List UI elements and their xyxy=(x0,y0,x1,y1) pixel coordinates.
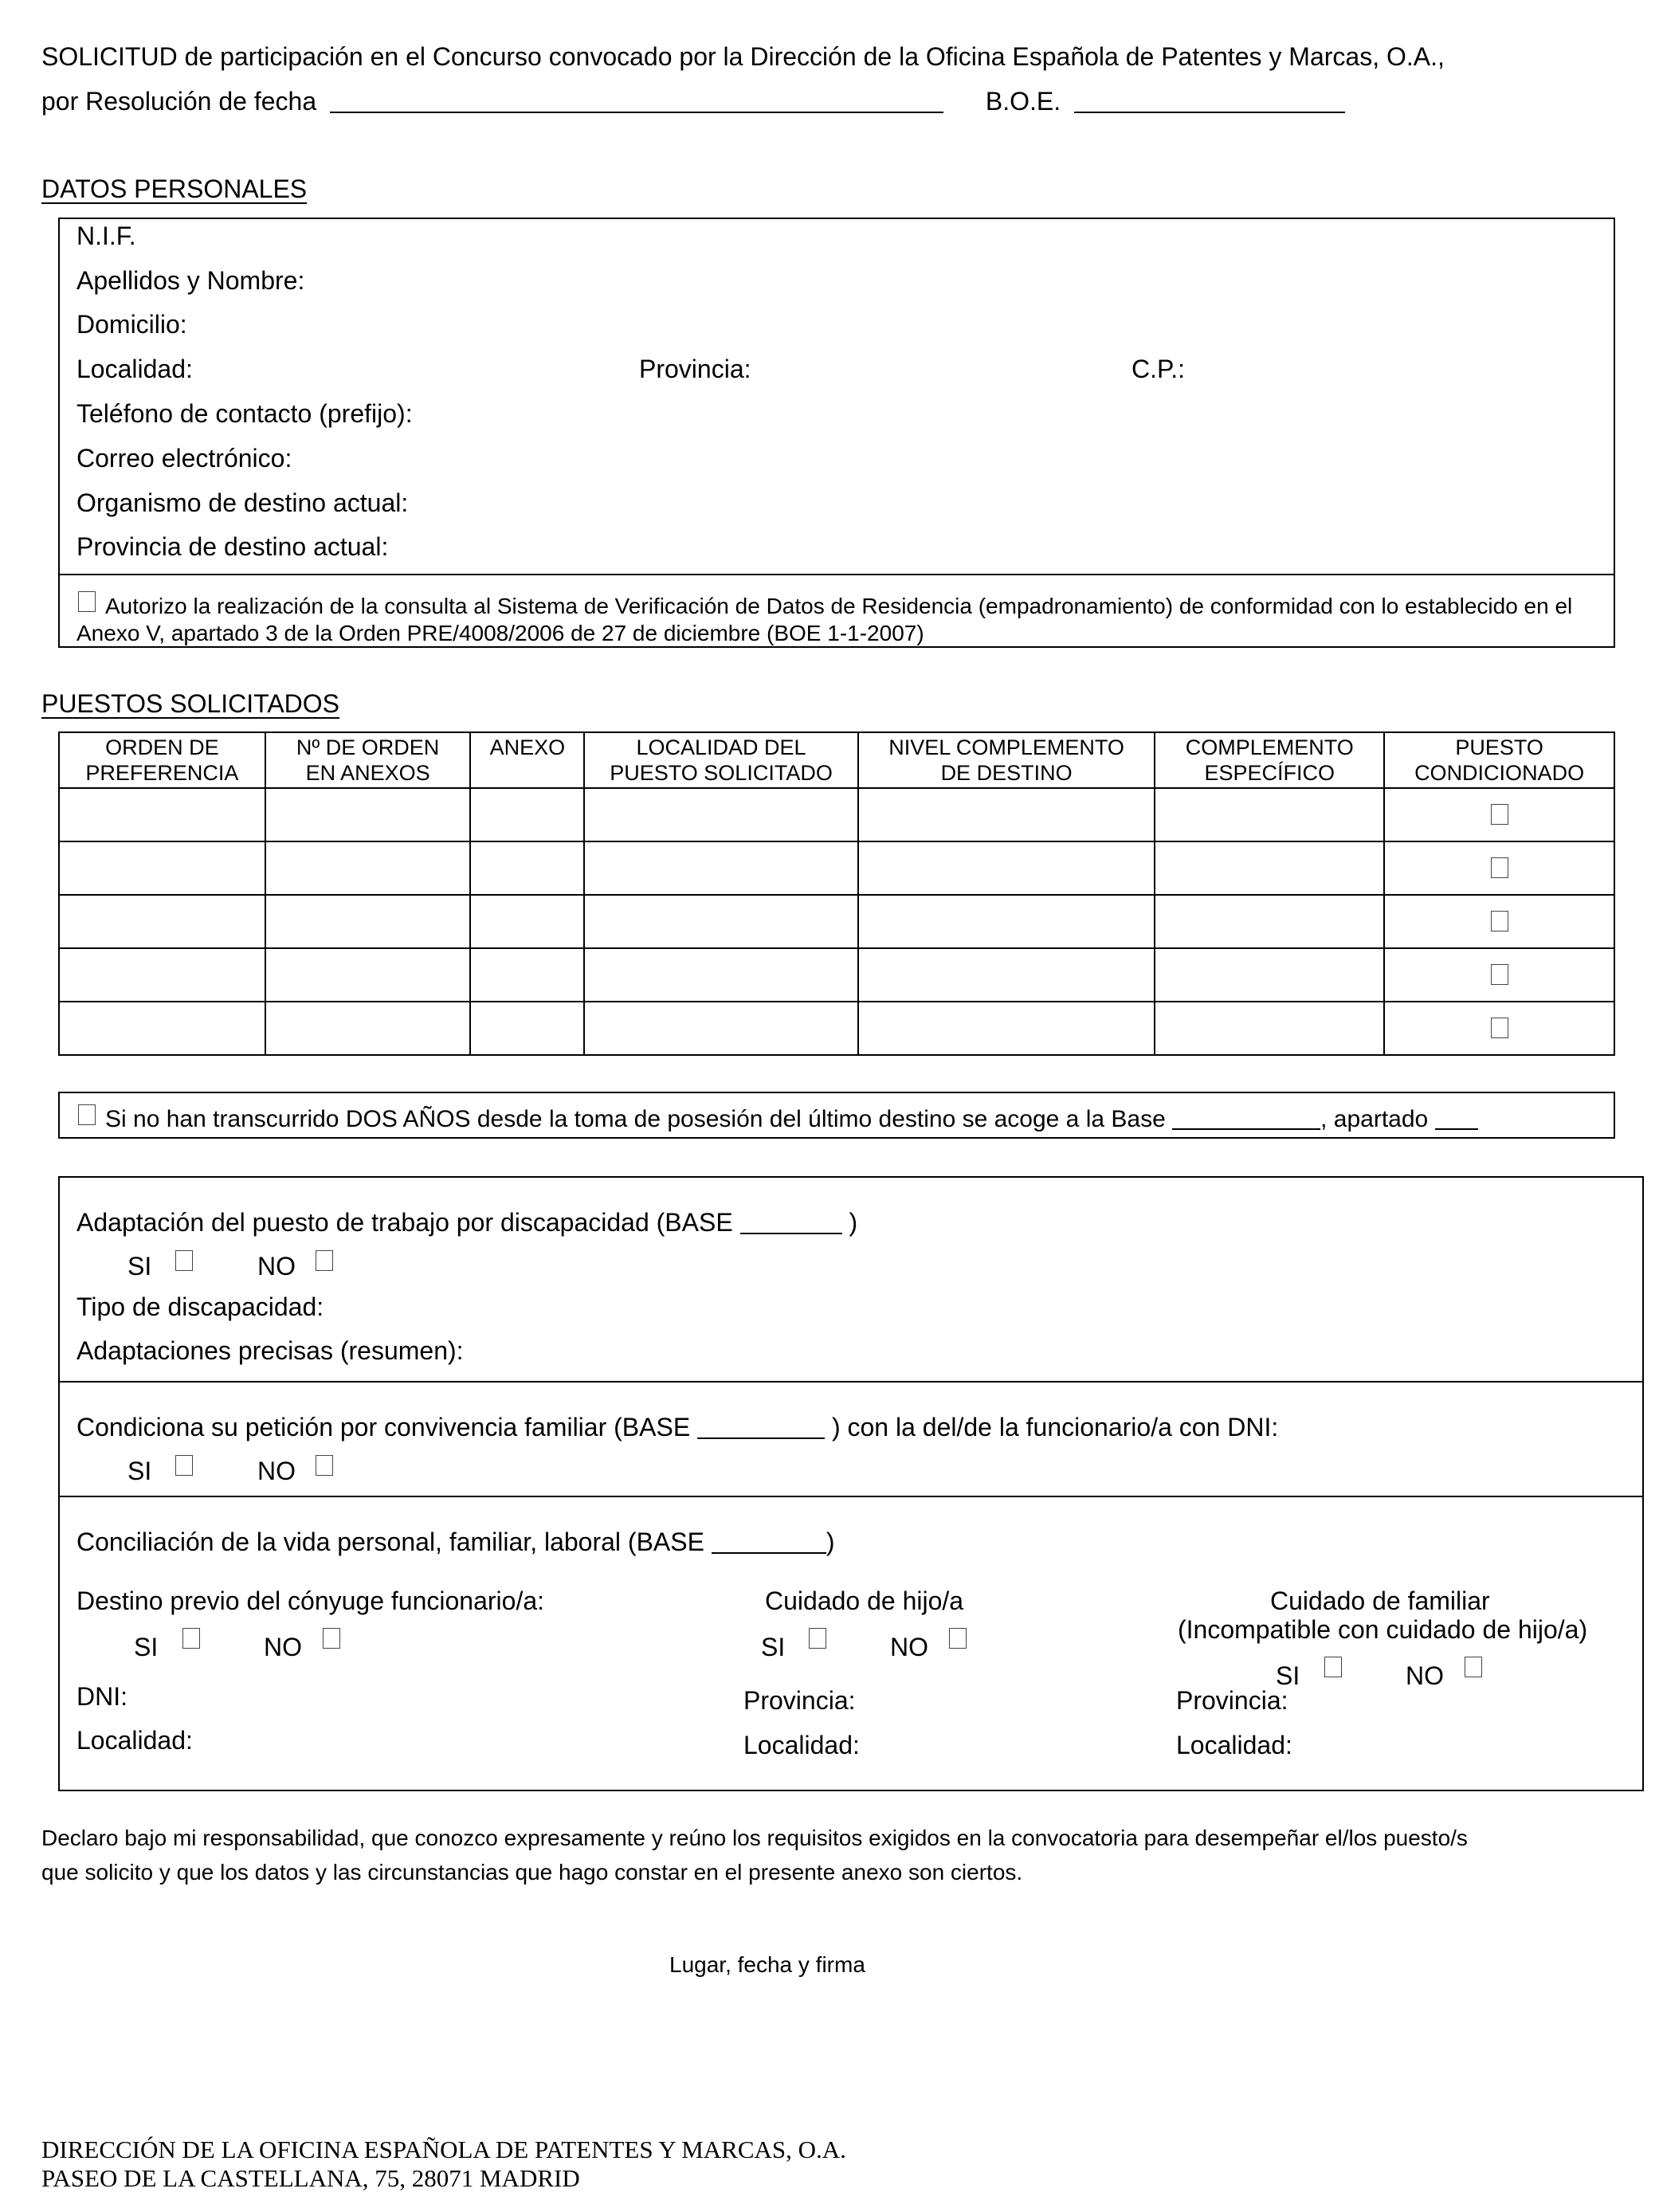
cell-complemento[interactable] xyxy=(1155,1002,1384,1055)
cell-anexo[interactable] xyxy=(470,895,584,948)
table-row xyxy=(59,788,1614,841)
puestos-table xyxy=(58,731,1615,1056)
cell-condicionado xyxy=(1384,788,1614,841)
condicionado-checkbox[interactable] xyxy=(1491,964,1508,985)
condicionado-checkbox[interactable] xyxy=(1491,857,1508,878)
cell-numero[interactable] xyxy=(265,788,471,841)
convivencia-no-checkbox[interactable] xyxy=(316,1455,333,1476)
conyuge-label: Destino previo del cónyuge funcionario/a: xyxy=(76,1586,545,1615)
provincia-destino-label: Provincia de destino actual: xyxy=(76,532,389,561)
col-nivel-complemento: NIVEL COMPLEMENTO DE DESTINO xyxy=(858,732,1155,788)
col-puesto-condicionado: PUESTO CONDICIONADO xyxy=(1384,732,1614,788)
hijo-localidad-label: Localidad: xyxy=(743,1731,860,1759)
resolucion-line xyxy=(41,86,1345,116)
cell-localidad[interactable] xyxy=(584,1002,858,1055)
declaracion-line-2: que solicito y que los datos y las circunstancias que hago constar en el presente anexo son ciertos. xyxy=(41,1860,1023,1885)
familiar-provincia-label: Provincia: xyxy=(1176,1686,1288,1715)
conyuge-si-label: SI xyxy=(134,1633,159,1661)
cell-nivel[interactable] xyxy=(858,1002,1155,1055)
conciliacion-title: Conciliación de la vida personal, familiar, laboral (BASE ) xyxy=(76,1528,835,1556)
familiar-incompatible-note: (Incompatible con cuidado de hijo/a) xyxy=(1178,1615,1588,1644)
cell-orden[interactable] xyxy=(59,788,265,841)
tipo-discapacidad-label: Tipo de discapacidad: xyxy=(76,1292,324,1321)
conyuge-localidad-label: Localidad: xyxy=(76,1726,193,1755)
convivencia-si-checkbox[interactable] xyxy=(175,1455,193,1476)
declaracion-line-1: Declaro bajo mi responsabilidad, que conozco expresamente y reúno los requisitos exigidos en la convocatoria para desempeñar el/los puesto/s xyxy=(41,1826,1468,1850)
boe-label: B.O.E. xyxy=(985,87,1061,116)
datos-personales-heading: DATOS PERSONALES xyxy=(41,175,308,203)
cell-condicionado xyxy=(1384,841,1614,895)
discapacidad-si-checkbox[interactable] xyxy=(175,1250,193,1271)
puestos-heading: PUESTOS SOLICITADOS xyxy=(41,689,340,718)
discapacidad-no-label: NO xyxy=(257,1252,296,1281)
condicionado-checkbox[interactable] xyxy=(1491,1018,1508,1038)
adaptaciones-label: Adaptaciones precisas (resumen): xyxy=(76,1336,464,1365)
autorizo-text-1: Autorizo la realización de la consulta al Sistema de Verificación de Datos de Residencia (empadronamiento) de conformidad con lo establecido en el xyxy=(105,594,1573,618)
cell-condicionado xyxy=(1384,1002,1614,1055)
conyuge-si-checkbox[interactable] xyxy=(182,1628,200,1649)
correo-label: Correo electrónico: xyxy=(76,444,292,473)
cell-numero[interactable] xyxy=(265,841,471,895)
firma-label: Lugar, fecha y firma xyxy=(669,1952,865,1977)
cp-label: C.P.: xyxy=(1131,355,1185,383)
cell-numero[interactable] xyxy=(265,948,471,1002)
footer-line-2: PASEO DE LA CASTELLANA, 75, 28071 MADRID xyxy=(41,2164,580,2192)
dos-anos-apartado-field[interactable] xyxy=(1435,1109,1478,1130)
familiar-no-label: NO xyxy=(1406,1661,1444,1690)
cell-localidad[interactable] xyxy=(584,948,858,1002)
table-row xyxy=(59,1002,1614,1055)
boe-field[interactable] xyxy=(1074,89,1345,113)
provincia-label: Provincia: xyxy=(639,355,751,383)
cell-anexo[interactable] xyxy=(470,788,584,841)
autorizo-checkbox[interactable] xyxy=(78,591,96,612)
cell-complemento[interactable] xyxy=(1155,841,1384,895)
cell-orden[interactable] xyxy=(59,895,265,948)
cell-orden[interactable] xyxy=(59,841,265,895)
footer-line-1: DIRECCIÓN DE LA OFICINA ESPAÑOLA DE PATENTES Y MARCAS, O.A. xyxy=(41,2136,846,2163)
cell-nivel[interactable] xyxy=(858,895,1155,948)
discapacidad-si-label: SI xyxy=(127,1252,152,1281)
familiar-si-checkbox[interactable] xyxy=(1324,1657,1342,1677)
condicionado-checkbox[interactable] xyxy=(1491,911,1508,931)
form-title: SOLICITUD de participación en el Concurso convocado por la Dirección de la Oficina Española de Patentes y Marcas, O.A., xyxy=(41,42,1445,71)
dos-anos-checkbox[interactable] xyxy=(78,1104,96,1125)
cell-anexo[interactable] xyxy=(470,948,584,1002)
table-header-row xyxy=(59,732,1614,788)
cell-complemento[interactable] xyxy=(1155,895,1384,948)
cell-numero[interactable] xyxy=(265,895,471,948)
col-localidad-puesto: LOCALIDAD DEL PUESTO SOLICITADO xyxy=(584,732,858,788)
datos-divider xyxy=(58,574,1615,575)
cell-localidad[interactable] xyxy=(584,895,858,948)
cell-nivel[interactable] xyxy=(858,788,1155,841)
table-row xyxy=(59,948,1614,1002)
cell-localidad[interactable] xyxy=(584,841,858,895)
cell-localidad[interactable] xyxy=(584,788,858,841)
hijo-provincia-label: Provincia: xyxy=(743,1686,856,1715)
convivencia-text: Condiciona su petición por convivencia familiar (BASE ) con la del/de la funcionario/a con DNI: xyxy=(76,1413,1279,1441)
convivencia-si-label: SI xyxy=(127,1457,152,1485)
cell-numero[interactable] xyxy=(265,1002,471,1055)
condiciones-divider-2 xyxy=(58,1496,1644,1497)
cell-nivel[interactable] xyxy=(858,841,1155,895)
convivencia-no-label: NO xyxy=(257,1457,296,1485)
familiar-label: Cuidado de familiar xyxy=(1270,1586,1490,1615)
organismo-label: Organismo de destino actual: xyxy=(76,488,409,517)
conciliacion-base-field[interactable] xyxy=(712,1533,826,1554)
resolucion-date-field[interactable] xyxy=(330,89,943,113)
telefono-label: Teléfono de contacto (prefijo): xyxy=(76,399,413,428)
hijo-no-label: NO xyxy=(890,1633,928,1661)
localidad-label: Localidad: xyxy=(76,355,193,383)
cell-anexo[interactable] xyxy=(470,841,584,895)
cell-orden[interactable] xyxy=(59,1002,265,1055)
apellidos-label: Apellidos y Nombre: xyxy=(76,266,305,295)
col-orden-preferencia: ORDEN DE PREFERENCIA xyxy=(59,732,265,788)
discapacidad-base-field[interactable] xyxy=(740,1214,842,1234)
familiar-si-label: SI xyxy=(1276,1661,1300,1690)
nif-label: N.I.F. xyxy=(76,222,136,250)
conyuge-no-checkbox[interactable] xyxy=(323,1628,340,1649)
col-complemento-especifico: COMPLEMENTO ESPECÍFICO xyxy=(1155,732,1384,788)
condicionado-checkbox[interactable] xyxy=(1491,804,1508,825)
col-numero-orden: Nº DE ORDEN EN ANEXOS xyxy=(265,732,471,788)
autorizo-text-2: Anexo V, apartado 3 de la Orden PRE/4008/2006 de 27 de diciembre (BOE 1-1-2007) xyxy=(76,621,924,645)
hijo-no-checkbox[interactable] xyxy=(949,1628,967,1649)
resolucion-label: por Resolución de fecha xyxy=(41,87,317,116)
domicilio-label: Domicilio: xyxy=(76,310,187,339)
cell-condicionado xyxy=(1384,895,1614,948)
conyuge-no-label: NO xyxy=(264,1633,302,1661)
discapacidad-no-checkbox[interactable] xyxy=(316,1250,333,1271)
familiar-no-checkbox[interactable] xyxy=(1465,1657,1482,1677)
discapacidad-title: Adaptación del puesto de trabajo por discapacidad (BASE ) xyxy=(76,1208,858,1237)
hijo-si-checkbox[interactable] xyxy=(809,1628,826,1649)
cell-nivel[interactable] xyxy=(858,948,1155,1002)
dos-anos-text: Si no han transcurrido DOS AÑOS desde la toma de posesión del último destino se acoge a la Base , apartado xyxy=(105,1105,1478,1134)
cell-orden[interactable] xyxy=(59,948,265,1002)
cell-complemento[interactable] xyxy=(1155,788,1384,841)
table-row xyxy=(59,841,1614,895)
conyuge-dni-label: DNI: xyxy=(76,1682,127,1711)
convivencia-base-field[interactable] xyxy=(697,1418,825,1439)
cell-condicionado xyxy=(1384,948,1614,1002)
familiar-localidad-label: Localidad: xyxy=(1176,1731,1292,1759)
cell-anexo[interactable] xyxy=(470,1002,584,1055)
table-row xyxy=(59,895,1614,948)
condiciones-divider-1 xyxy=(58,1381,1644,1382)
hijo-label: Cuidado de hijo/a xyxy=(765,1586,964,1615)
col-anexo: ANEXO xyxy=(470,732,584,788)
dos-anos-base-field[interactable] xyxy=(1172,1109,1320,1130)
hijo-si-label: SI xyxy=(761,1633,786,1661)
cell-complemento[interactable] xyxy=(1155,948,1384,1002)
